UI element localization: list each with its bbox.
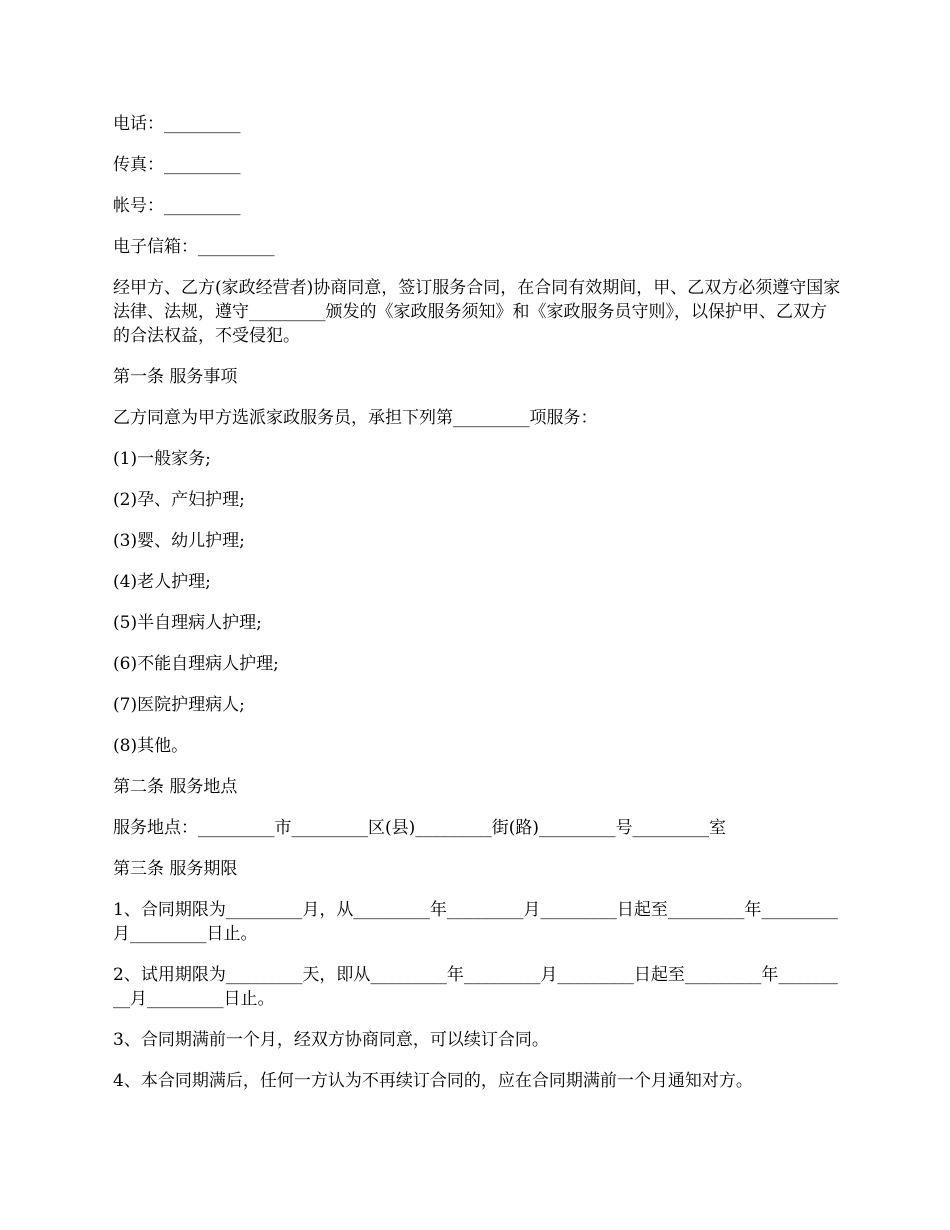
- term-clause: 4、本合同期满后，任何一方认为不再续订合同的，应在合同期满前一个月通知对方。: [113, 1071, 753, 1091]
- intro-paragraph: 经甲方、乙方(家政经营者)协商同意，签订服务合同，在合同有效期间，甲、乙双方必须遵守国家法律、法规，遵守_________颁发的《家政服务须知》和《家政服务员守则》，以保护甲、乙双方的合法权益，不受侵犯。: [113, 278, 841, 346]
- service-item: (8)其他。: [113, 736, 189, 756]
- term-clause: 3、合同期满前一个月，经双方协商同意，可以续订合同。: [113, 1030, 549, 1050]
- phone-line: 电话：_________: [113, 114, 241, 134]
- service-item: (5)半自理病人护理;: [113, 613, 262, 633]
- email-line: 电子信箱：_________: [113, 237, 275, 257]
- service-item: (3)婴、幼儿护理;: [113, 531, 245, 551]
- service-item: (4)老人护理;: [113, 572, 211, 592]
- contract-page: [113, 112, 843, 1110]
- article1-lead: 乙方同意为甲方选派家政服务员，承担下列第_________项服务：: [113, 408, 598, 428]
- article3-heading: 第三条 服务期限: [113, 859, 238, 879]
- fax-line: 传真：_________: [113, 155, 241, 175]
- service-item: (6)不能自理病人护理;: [113, 654, 279, 674]
- term-clause: 2、试用期限为_________天，即从_________年_________月_________日起至_________年_________月_________日止。: [113, 965, 838, 1009]
- service-item: (7)医院护理病人;: [113, 695, 245, 715]
- service-address-line: 服务地点：_________市_________区(县)_________街(路)_________号_________室: [113, 818, 727, 838]
- article1-heading: 第一条 服务事项: [113, 367, 238, 387]
- article2-heading: 第二条 服务地点: [113, 777, 238, 797]
- term-clause: 1、合同期限为_________月，从_________年_________月_________日起至_________年_________月_________日止。: [113, 900, 838, 944]
- service-item: (2)孕、产妇护理;: [113, 490, 245, 510]
- account-line: 帐号：_________: [113, 196, 241, 216]
- service-item: (1)一般家务;: [113, 449, 211, 469]
